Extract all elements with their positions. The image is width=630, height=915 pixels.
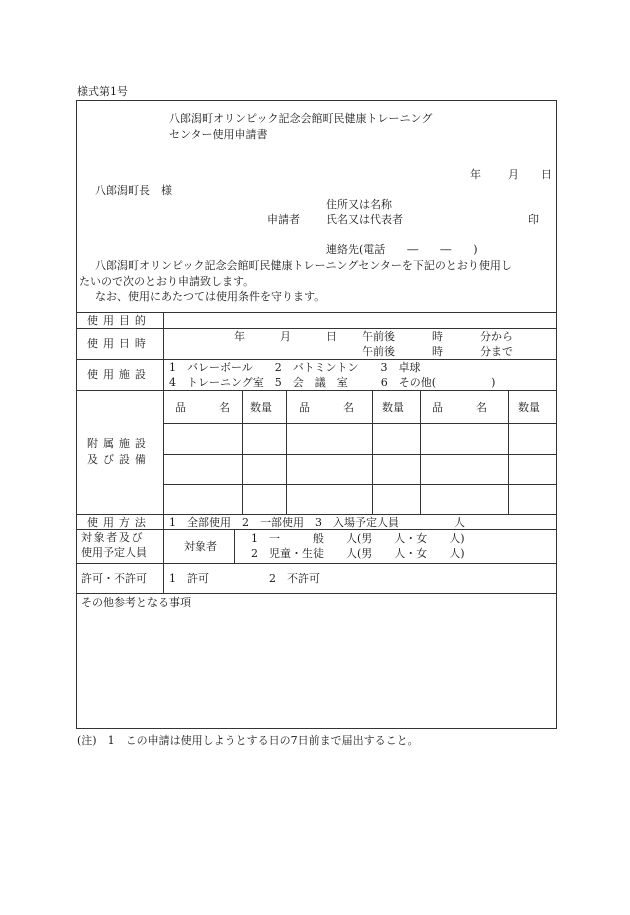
permission-option-deny: 2 不許可 <box>269 572 320 585</box>
target-label-line2: 使用予定人員 <box>81 546 147 559</box>
representative-label: 氏名又は代表者 <box>326 213 403 226</box>
equipment-header-item-3: 品 名 <box>432 401 487 414</box>
form-title-line1: 八郎潟町オリンピック記念会館町民健康トレーニング <box>169 112 433 125</box>
datetime-hour-start: 時 <box>432 330 443 343</box>
seal-mark: 印 <box>528 213 539 226</box>
applicant-label: 申請者 <box>267 213 300 226</box>
method-options: 1 全部使用 2 一部使用 3 入場予定人員 人 <box>169 516 465 529</box>
purpose-label: 使用目的 <box>87 314 151 327</box>
addressee: 八郎潟町長 様 <box>95 184 172 197</box>
facility-options-row1: 1 バレーボール 2 バトミントン 3 卓球 <box>169 361 421 374</box>
datetime-hour-end: 時 <box>432 345 443 358</box>
target-label-line1: 対象者及び <box>81 531 145 544</box>
date-month: 月 <box>508 168 519 181</box>
equipment-header-item-2: 品 名 <box>299 401 354 414</box>
intro-line3: なお、使用にあたつては使用条件を守ります。 <box>95 290 326 303</box>
form-number: 様式第1号 <box>77 85 128 98</box>
target-row-students: 2 児童・生徒 人(男 人・女 人) <box>251 547 465 560</box>
equipment-label-line1: 附属施設 <box>87 437 151 450</box>
datetime-ampm-end: 午前後 <box>362 345 395 358</box>
datetime-day: 日 <box>326 330 337 343</box>
method-label: 使用方法 <box>87 516 151 529</box>
address-label: 住所又は名称 <box>326 198 392 211</box>
datetime-from: 分から <box>480 330 513 343</box>
facility-options-row2: 4 トレーニング室 5 会 議 室 6 その他( ) <box>169 376 496 389</box>
datetime-month: 月 <box>280 330 291 343</box>
application-form <box>76 100 557 729</box>
datetime-to: 分まで <box>480 345 513 358</box>
intro-line1: 八郎潟町オリンピック記念会館町民健康トレーニングセンターを下記のとおり使用し <box>95 259 512 272</box>
target-row-general: 1 一 般 人(男 人・女 人) <box>251 532 465 545</box>
datetime-ampm-start: 午前後 <box>362 330 395 343</box>
date-year: 年 <box>470 168 481 181</box>
equipment-header-qty-1: 数量 <box>250 401 272 414</box>
intro-line2: たいので次のとおり申請致します。 <box>79 275 255 288</box>
permission-label: 許可・不許可 <box>81 572 147 585</box>
datetime-year: 年 <box>234 330 245 343</box>
facility-label: 使用施設 <box>87 368 151 381</box>
contact-phone: 連絡先(電話 ― ― ) <box>326 243 478 256</box>
equipment-header-qty-3: 数量 <box>518 401 540 414</box>
datetime-label: 使用日時 <box>87 337 151 350</box>
permission-option-permit: 1 許可 <box>169 572 209 585</box>
equipment-header-item-1: 品 名 <box>175 401 230 414</box>
date-day: 日 <box>541 168 552 181</box>
form-title-line2: センター使用申請書 <box>169 128 268 141</box>
equipment-label-line2: 及び設備 <box>87 453 151 466</box>
remarks-label: その他参考となる事項 <box>81 596 191 609</box>
target-sublabel: 対象者 <box>184 540 217 553</box>
footnote: (注) 1 この申請は使用しようとする日の7日前まで届出すること。 <box>77 734 419 747</box>
equipment-header-qty-2: 数量 <box>382 401 404 414</box>
